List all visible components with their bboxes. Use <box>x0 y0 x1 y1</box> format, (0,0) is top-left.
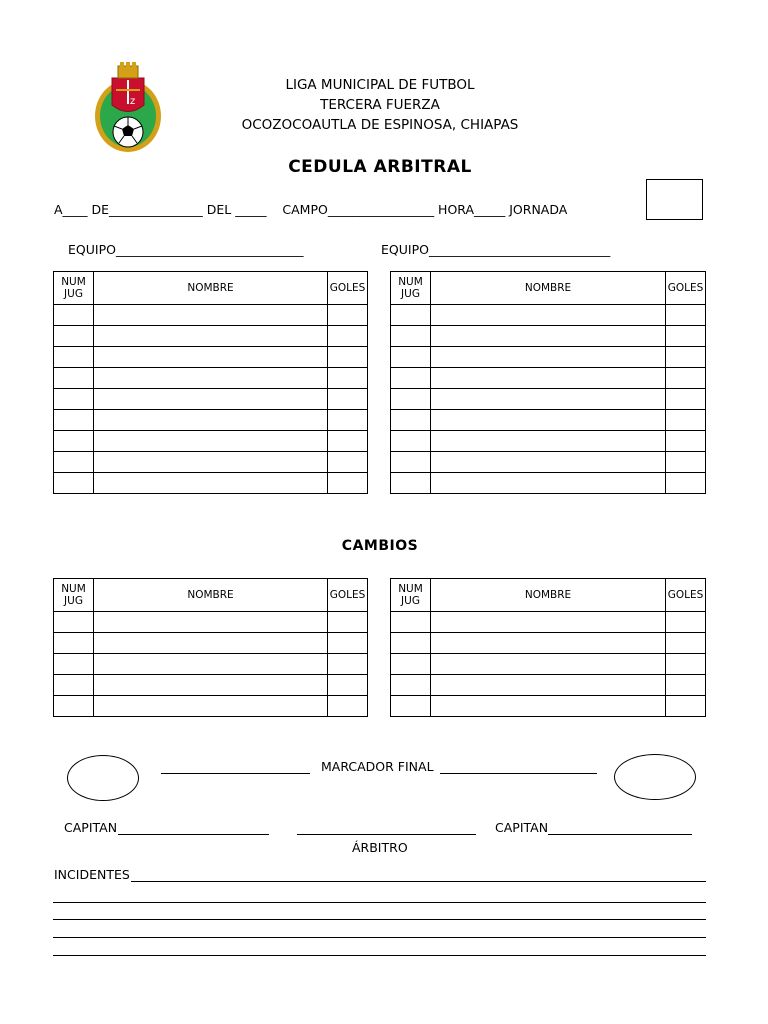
cell-num[interactable] <box>54 633 94 654</box>
cell-num[interactable] <box>54 389 94 410</box>
cell-name[interactable] <box>431 368 666 389</box>
cell-num[interactable] <box>391 431 431 452</box>
incidents-line <box>131 881 706 882</box>
col-header-goals: GOLES <box>328 579 368 612</box>
match-info-line: A____ DE_______________ DEL _____ CAMPO_________________ HORA_____ JORNADA <box>54 202 568 217</box>
cell-goals[interactable] <box>328 389 368 410</box>
page-title: CEDULA ARBITRAL <box>288 157 472 177</box>
cell-num[interactable] <box>391 326 431 347</box>
cell-num[interactable] <box>391 612 431 633</box>
cell-num[interactable] <box>391 410 431 431</box>
cell-goals[interactable] <box>666 431 706 452</box>
table-row <box>391 368 706 389</box>
table-row <box>391 347 706 368</box>
svg-text:z: z <box>130 96 136 107</box>
table-row <box>54 410 368 431</box>
cell-name[interactable] <box>94 675 328 696</box>
col-header-goals: GOLES <box>666 579 706 612</box>
league-logo <box>92 60 164 155</box>
cell-name[interactable] <box>431 410 666 431</box>
cell-name[interactable] <box>431 326 666 347</box>
col-header-goals: GOLES <box>666 272 706 305</box>
cell-num[interactable] <box>391 654 431 675</box>
cell-goals[interactable] <box>666 389 706 410</box>
table-row <box>391 410 706 431</box>
table-row <box>54 347 368 368</box>
cell-name[interactable] <box>94 696 328 717</box>
col-header-name: NOMBRE <box>431 579 666 612</box>
cell-goals[interactable] <box>666 633 706 654</box>
col-header-num: NUM JUG <box>54 579 94 612</box>
captain-left-label: CAPITAN <box>64 820 118 835</box>
table-row <box>391 654 706 675</box>
team-left-label: EQUIPO______________________________ <box>68 242 304 257</box>
table-header-row <box>391 579 706 612</box>
cell-num[interactable] <box>391 675 431 696</box>
cambios-title: CAMBIOS <box>341 538 419 554</box>
cell-goals[interactable] <box>328 633 368 654</box>
table-row <box>391 389 706 410</box>
col-header-name: NOMBRE <box>431 272 666 305</box>
cell-name[interactable] <box>431 612 666 633</box>
cell-goals[interactable] <box>328 305 368 326</box>
table-row <box>54 389 368 410</box>
cell-num[interactable] <box>391 452 431 473</box>
col-header-num: NUM JUG <box>54 272 94 305</box>
substitutions-table-right <box>390 578 706 717</box>
cell-goals[interactable] <box>328 431 368 452</box>
cell-goals[interactable] <box>328 452 368 473</box>
table-row <box>54 452 368 473</box>
cell-goals[interactable] <box>328 410 368 431</box>
incidents-label: INCIDENTES <box>54 867 130 882</box>
table-row <box>391 452 706 473</box>
league-name: LIGA MUNICIPAL DE FUTBOL <box>285 77 475 93</box>
table-row <box>391 612 706 633</box>
cell-num[interactable] <box>54 410 94 431</box>
cell-name[interactable] <box>431 633 666 654</box>
cell-name[interactable] <box>94 326 328 347</box>
cell-name[interactable] <box>431 473 666 494</box>
cell-goals[interactable] <box>666 452 706 473</box>
cell-goals[interactable] <box>328 696 368 717</box>
col-header-name: NOMBRE <box>94 272 328 305</box>
substitutions-table-left <box>53 578 368 717</box>
score-left-oval[interactable] <box>67 755 139 801</box>
players-table-right <box>390 271 706 494</box>
cell-num[interactable] <box>54 452 94 473</box>
cell-num[interactable] <box>391 368 431 389</box>
cell-name[interactable] <box>431 654 666 675</box>
cell-num[interactable] <box>54 654 94 675</box>
cell-num[interactable] <box>54 473 94 494</box>
col-header-goals: GOLES <box>328 272 368 305</box>
cell-num[interactable] <box>391 305 431 326</box>
cell-goals[interactable] <box>666 410 706 431</box>
location-name: OCOZOCOAUTLA DE ESPINOSA, CHIAPAS <box>241 117 519 133</box>
cell-num[interactable] <box>391 473 431 494</box>
jornada-box[interactable] <box>646 179 703 220</box>
division-name: TERCERA FUERZA <box>320 97 440 113</box>
cell-name[interactable] <box>431 347 666 368</box>
cell-name[interactable] <box>431 305 666 326</box>
cell-num[interactable] <box>54 368 94 389</box>
cell-name[interactable] <box>431 389 666 410</box>
table-header-row <box>391 272 706 305</box>
cell-num[interactable] <box>391 633 431 654</box>
cell-goals[interactable] <box>328 368 368 389</box>
col-header-num: NUM JUG <box>391 579 431 612</box>
captain-left-line <box>118 834 269 835</box>
col-header-num: NUM JUG <box>391 272 431 305</box>
table-row <box>391 326 706 347</box>
cell-num[interactable] <box>54 326 94 347</box>
cell-name[interactable] <box>94 654 328 675</box>
table-row <box>54 612 368 633</box>
cell-goals[interactable] <box>666 326 706 347</box>
cell-name[interactable] <box>94 389 328 410</box>
cell-name[interactable] <box>94 633 328 654</box>
cell-goals[interactable] <box>328 347 368 368</box>
referee-line <box>297 834 476 835</box>
cell-name[interactable] <box>431 452 666 473</box>
cell-goals[interactable] <box>666 696 706 717</box>
players-table-left <box>53 271 368 494</box>
cell-goals[interactable] <box>666 305 706 326</box>
cell-num[interactable] <box>54 675 94 696</box>
score-left-line <box>161 773 310 774</box>
cell-goals[interactable] <box>328 326 368 347</box>
cell-name[interactable] <box>94 347 328 368</box>
table-row <box>391 305 706 326</box>
cell-goals[interactable] <box>328 612 368 633</box>
cell-goals[interactable] <box>666 675 706 696</box>
league-shield-logo-icon <box>92 60 164 155</box>
cell-name[interactable] <box>94 410 328 431</box>
cell-num[interactable] <box>54 305 94 326</box>
cell-num[interactable] <box>391 347 431 368</box>
table-row <box>391 696 706 717</box>
incidents-line <box>53 955 706 956</box>
cell-name[interactable] <box>94 452 328 473</box>
cell-name[interactable] <box>431 431 666 452</box>
captain-right-line <box>548 834 692 835</box>
cell-num[interactable] <box>54 347 94 368</box>
table-row <box>391 473 706 494</box>
cell-name[interactable] <box>94 431 328 452</box>
cell-num[interactable] <box>54 696 94 717</box>
cell-goals[interactable] <box>666 347 706 368</box>
table-row <box>391 431 706 452</box>
cell-num[interactable] <box>54 612 94 633</box>
captain-right-label: CAPITAN <box>495 820 549 835</box>
table-row <box>54 305 368 326</box>
cell-name[interactable] <box>431 696 666 717</box>
cell-num[interactable] <box>391 389 431 410</box>
table-row <box>391 675 706 696</box>
score-right-oval[interactable] <box>614 754 696 800</box>
cell-goals[interactable] <box>666 368 706 389</box>
cell-goals[interactable] <box>328 675 368 696</box>
table-row <box>54 654 368 675</box>
table-header-row <box>54 579 368 612</box>
table-row <box>54 368 368 389</box>
table-row <box>54 326 368 347</box>
cell-num[interactable] <box>391 696 431 717</box>
cell-goals[interactable] <box>328 473 368 494</box>
table-row <box>391 633 706 654</box>
cell-name[interactable] <box>94 305 328 326</box>
table-row <box>54 633 368 654</box>
score-right-line <box>440 773 597 774</box>
cell-num[interactable] <box>54 431 94 452</box>
cell-name[interactable] <box>431 675 666 696</box>
incidents-line <box>53 937 706 938</box>
table-row <box>54 473 368 494</box>
cell-name[interactable] <box>94 473 328 494</box>
cell-goals[interactable] <box>666 473 706 494</box>
table-row <box>54 696 368 717</box>
cell-name[interactable] <box>94 368 328 389</box>
referee-label: ÁRBITRO <box>352 840 408 855</box>
cell-name[interactable] <box>94 612 328 633</box>
incidents-line <box>53 919 706 920</box>
table-row <box>54 675 368 696</box>
col-header-name: NOMBRE <box>94 579 328 612</box>
table-header-row <box>54 272 368 305</box>
incidents-line <box>53 902 706 903</box>
team-right-label: EQUIPO_____________________________ <box>381 242 611 257</box>
cell-goals[interactable] <box>666 612 706 633</box>
final-score-label: MARCADOR FINAL <box>321 759 434 774</box>
cell-goals[interactable] <box>328 654 368 675</box>
cell-goals[interactable] <box>666 654 706 675</box>
table-row <box>54 431 368 452</box>
